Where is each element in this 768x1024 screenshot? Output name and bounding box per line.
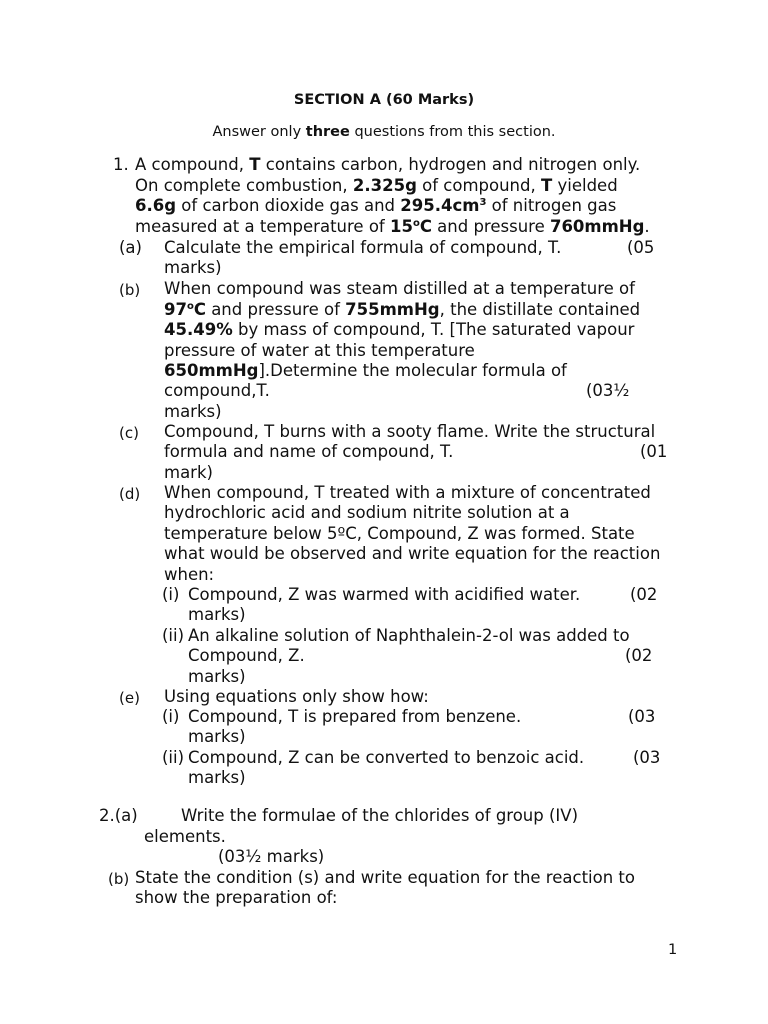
q1d-i-text: Compound, Z was warmed with acidified water. (188, 585, 581, 604)
q1e-ii-marks-open: (03 (633, 748, 661, 767)
q1-stem-line-3: 6.6g of carbon dioxide gas and $295.4cm^3$ of nitrogen gas (135, 196, 617, 215)
q1-stem-line-2: On complete combustion, 2.325g of compound, T yielded (135, 176, 618, 195)
q1d-ii-label: (ii) (162, 626, 185, 645)
q1d-i-label: (i) (162, 585, 180, 604)
question-1-number: 1. (113, 155, 129, 174)
q1b-line-1: When compound was steam distilled at a temperature of (164, 279, 635, 298)
q2b-line-2: show the preparation of: (135, 888, 338, 907)
page-number: 1 (668, 942, 678, 958)
q1e-line-1: Using equations only show how: (164, 687, 429, 706)
q1b-line-2: 97$^o$C and pressure of 755mmHg, the distillate contained (164, 300, 641, 319)
q1c-label: (c) (119, 424, 139, 442)
q1b-marks-close: marks) (164, 402, 222, 421)
q1d-label: (d) (119, 485, 141, 503)
q1c-marks-open: (01 (640, 442, 668, 461)
q1e-label: (e) (119, 689, 140, 707)
q1d-ii-line-2: Compound, Z. (188, 646, 305, 665)
q2b-label: (b) (108, 870, 130, 888)
q1d-ii-marks-open: (02 (625, 646, 653, 665)
q1a-marks-open: (05 (627, 238, 655, 257)
q1b-line-5: 650mmHg].Determine the molecular formula of (164, 361, 567, 380)
q2a-line-2: elements. (144, 827, 226, 846)
q1d-line-2: hydrochloric acid and sodium nitrite solution at a (164, 503, 570, 522)
q2b-line-1: State the condition (s) and write equation for the reaction to (135, 868, 635, 887)
q1d-i-marks-close: marks) (188, 605, 246, 624)
q1e-i-marks-close: marks) (188, 727, 246, 746)
q1a-label: (a) (119, 238, 142, 257)
q1d-line-4: what would be observed and write equation for the reaction (164, 544, 661, 563)
q1b-marks-open: (03½ (586, 381, 630, 400)
section-instruction: Answer only three questions from this section. (212, 124, 556, 140)
q1d-i-marks-open: (02 (630, 585, 658, 604)
q1a-marks-close: marks) (164, 258, 222, 277)
q1d-ii-marks-close: marks) (188, 667, 246, 686)
question-2-number: 2.(a) (99, 806, 138, 825)
section-title: SECTION A (60 Marks) (293, 92, 475, 108)
q2a-marks: (03½ marks) (218, 847, 325, 866)
q1d-ii-line-1: An alkaline solution of Naphthalein-2-ol was added to (188, 626, 630, 645)
q1e-i-text: Compound, T is prepared from benzene. (188, 707, 522, 726)
q1a-text: Calculate the empirical formula of compound, T. (164, 238, 562, 257)
q1c-line-2: formula and name of compound, T. (164, 442, 454, 461)
q1c-marks-close: mark) (164, 463, 213, 482)
q1d-line-1: When compound, T treated with a mixture of concentrated (164, 483, 651, 502)
q1b-label: (b) (119, 281, 141, 299)
q1b-line-4: pressure of water at this temperature (164, 341, 475, 360)
q1e-ii-label: (ii) (162, 748, 185, 767)
q1e-i-marks-open: (03 (628, 707, 656, 726)
q2a-line-1: Write the formulae of the chlorides of group (IV) (181, 806, 579, 825)
q1c-line-1: Compound, T burns with a sooty flame. Write the structural (164, 422, 656, 441)
q1e-ii-marks-close: marks) (188, 768, 246, 787)
q1d-line-3: temperature below 5ºC, Compound, Z was formed. State (164, 524, 635, 543)
q1b-line-3: 45.49% by mass of compound, T. [The saturated vapour (164, 320, 635, 339)
q1d-line-5: when: (164, 565, 215, 584)
q1e-i-label: (i) (162, 707, 180, 726)
q1-stem-line-1: A compound, T contains carbon, hydrogen and nitrogen only. (135, 155, 641, 174)
q1b-line-6: compound,T. (164, 381, 270, 400)
q1-stem-line-4: measured at a temperature of 15$^o$C and pressure 760mmHg. (135, 217, 650, 236)
q1e-ii-text: Compound, Z can be converted to benzoic acid. (188, 748, 585, 767)
